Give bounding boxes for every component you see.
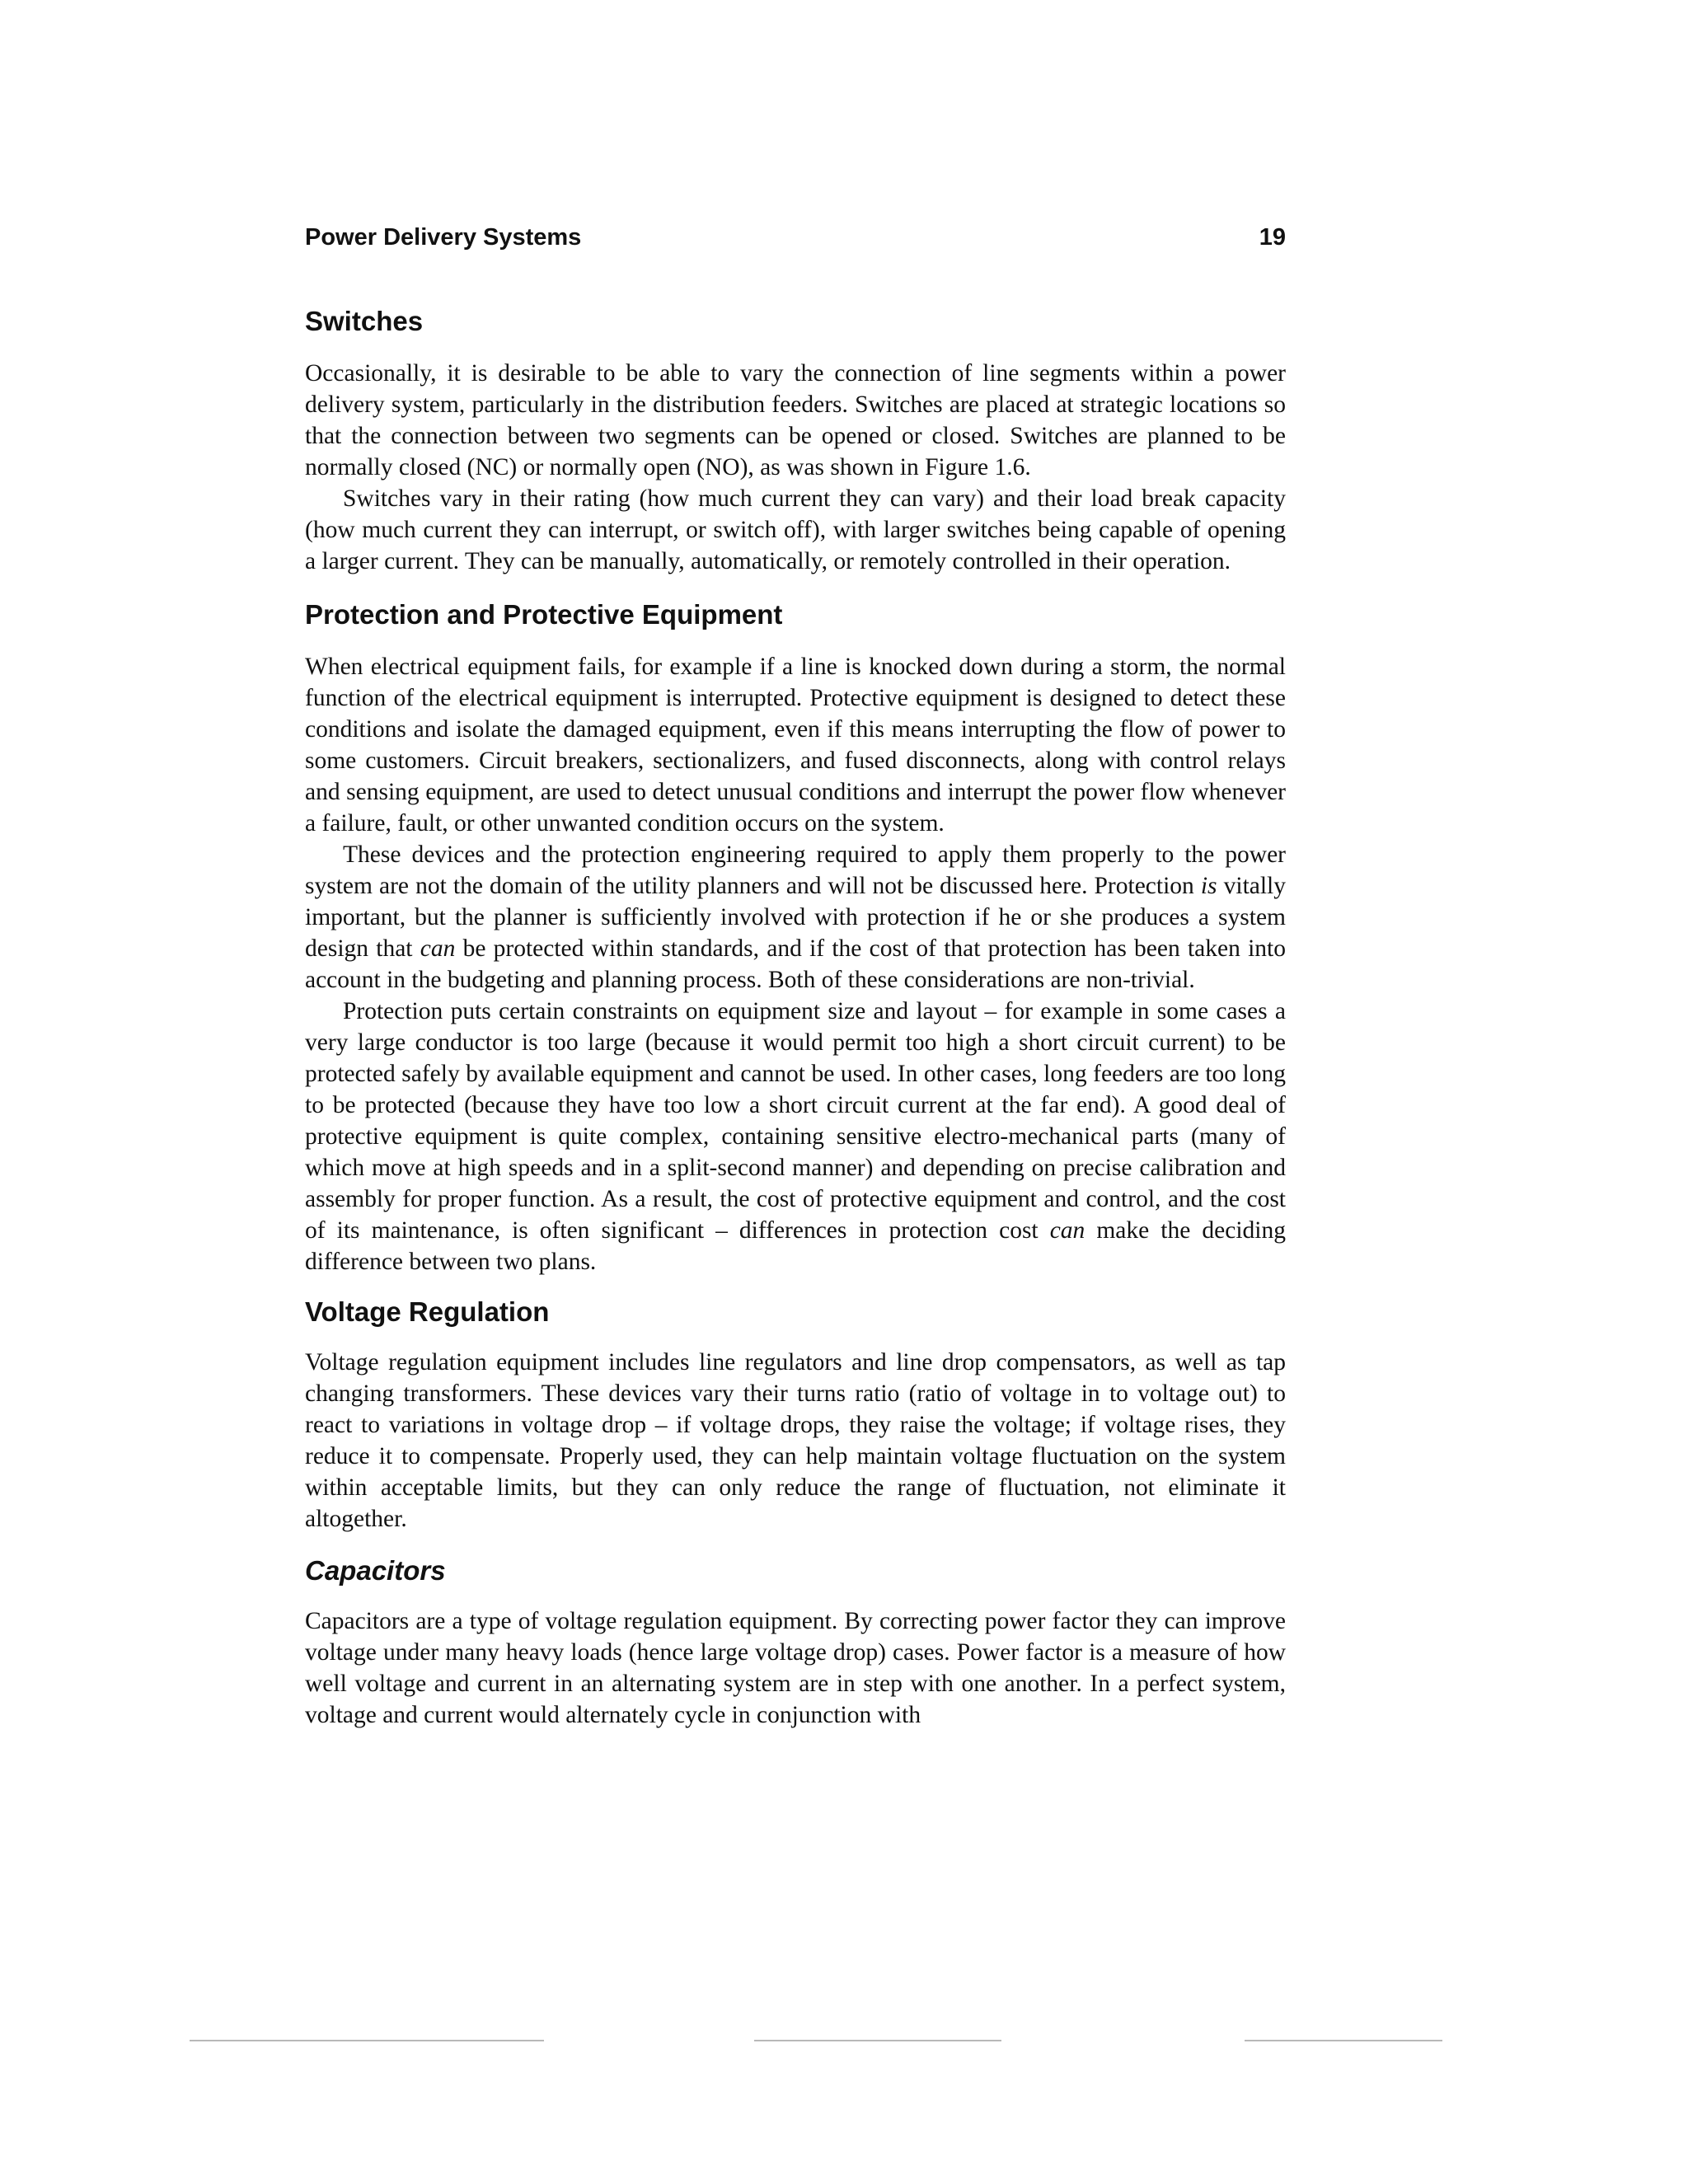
section-heading-voltage-regulation: Voltage Regulation <box>305 1296 550 1327</box>
paragraph-protection-3-text-b: make the deciding difference between two plans. <box>305 1217 1286 1275</box>
paragraph-switches-1: Occasionally, it is desirable to be able to vary the connection of line segments within a power delivery system, particularly in the distribution feeders. Switches are placed at strategic locations so that the connection between two segments can be opened or closed. Switches are planned to be normally closed (NC) or normally open (NO), as was shown in Figure 1.6. <box>305 360 1286 480</box>
paragraph-voltage-1: Voltage regulation equipment includes line regulators and line drop compensators, as well as tap changing transformers. These devices vary their turns ratio (ratio of voltage in to voltage out) to react to variations in voltage drop – if voltage drops, they raise the voltage; if voltage rises, they reduce it to compensate. Properly used, they can help maintain voltage fluctuation on the system within acceptable limits, but they can only reduce the range of fluctuation, not eliminate it altogether. <box>305 1349 1286 1532</box>
paragraph-protection-2-text-a: These devices and the protection engineering required to apply them properly to the power system are not the domain of the utility planners and will not be discussed here. Protection <box>305 841 1286 899</box>
page-number: 19 <box>1259 224 1286 251</box>
emphasis-can-2: can <box>1049 1217 1085 1244</box>
subsection-heading-capacitors: Capacitors <box>305 1555 446 1586</box>
paragraph-capacitors-1: Capacitors are a type of voltage regulation equipment. By correcting power factor they can improve voltage under many heavy loads (hence large voltage drop) cases. Power factor is a measure of how well voltage and current in an alternating system are in step with one another. In a perfect system, voltage and current would alternately cycle in conjunction with <box>305 1608 1286 1728</box>
section-heading-switches: Switches <box>305 306 424 336</box>
scan-artifact-left <box>190 2040 544 2041</box>
paragraph-switches-2: Switches vary in their rating (how much current they can vary) and their load break capacity (how much current they can interrupt, or switch off), with larger switches being capable of opening a larger current. They can be manually, automatically, or remotely controlled in their operation. <box>305 485 1286 574</box>
book-page <box>305 221 1286 1731</box>
paragraph-protection-2-text-c: be protected within standards, and if the cost of that protection has been taken into account in the budgeting and planning process. Both of these considerations are non-trivial. <box>305 935 1286 993</box>
paragraph-protection-3-text-a: Protection puts certain constraints on equipment size and layout – for example in some cases a very large conductor is too large (because it would permit too high a short circuit current) to be protected safely by available equipment and cannot be used. In other cases, long feeders are too long to be protected (because they have too low a short circuit current at the far end). A good deal of protective equipment is quite complex, containing sensitive electro-mechanical parts (many of which move at high speeds and in a split-second manner) and depending on precise calibration and assembly for proper function. As a result, the cost of protective equipment and control, and the cost of its maintenance, is often significant – differences in protection cost <box>305 998 1286 1244</box>
running-head <box>305 221 1286 254</box>
paragraph-protection-2 <box>305 839 1286 996</box>
emphasis-is: is <box>1200 873 1217 899</box>
scan-artifact-center <box>754 2040 1001 2041</box>
paragraph-protection-2-text-b: vitally important, but the planner is sufficiently involved with protection if he or she produces a system design that <box>305 873 1286 962</box>
running-head-title: Power Delivery Systems <box>305 224 582 251</box>
scan-artifact-right <box>1245 2040 1442 2041</box>
emphasis-can: can <box>420 935 456 962</box>
paragraph-protection-3 <box>305 996 1286 1277</box>
paragraph-protection-1: When electrical equipment fails, for example if a line is knocked down during a storm, the normal function of the electrical equipment is interrupted. Protective equipment is designed to detect these conditions and isolate the damaged equipment, even if this means interrupting the flow of power to some customers. Circuit breakers, sectionalizers, and fused disconnects, along with control relays and sensing equipment, are used to detect unusual conditions and interrupt the power flow whenever a failure, fault, or other unwanted condition occurs on the system. <box>305 654 1286 837</box>
section-heading-protection: Protection and Protective Equipment <box>305 599 783 630</box>
